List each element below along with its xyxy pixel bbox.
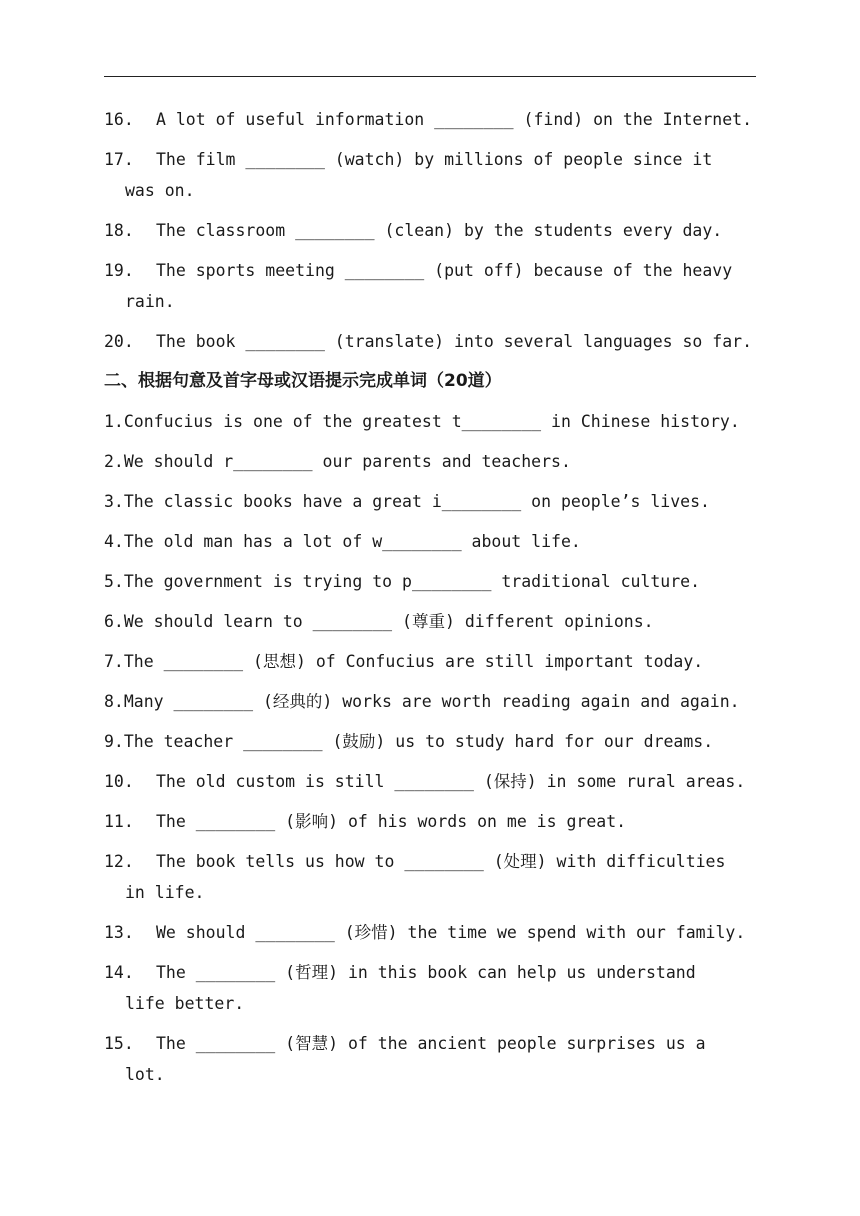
question-line [104, 255, 764, 286]
question-number: 13. [104, 923, 134, 942]
question-text: Many ________ (经典的) works are worth reading again and again. [123, 692, 740, 711]
question-text: The old man has a lot of w________ about life. [123, 532, 581, 551]
question-item [104, 446, 764, 477]
question-number: 14. [104, 963, 134, 982]
question-number: 8. [104, 692, 124, 711]
question-text: The teacher ________ (鼓励) us to study hard for our dreams. [123, 732, 714, 751]
question-number: 16. [104, 110, 134, 129]
question-item [104, 917, 764, 948]
question-number: 5. [104, 572, 124, 591]
question-line [104, 1028, 764, 1059]
question-item [104, 766, 764, 797]
question-text: Confucius is one of the greatest t________ in Chinese history. [123, 412, 740, 431]
question-number: 20. [104, 332, 134, 351]
question-item [104, 686, 764, 717]
question-text: The ________ (思想) of Confucius are still important today. [123, 652, 704, 671]
question-item [104, 606, 764, 637]
question-number: 2. [104, 452, 124, 471]
question-continuation: in life. [125, 883, 205, 902]
header-rule [104, 76, 756, 77]
question-number: 10. [104, 772, 134, 791]
question-text: A lot of useful information ________ (find) on the Internet. [156, 110, 753, 129]
question-number: 4. [104, 532, 124, 551]
question-text: The sports meeting ________ (put off) because of the heavy [156, 261, 733, 280]
question-text: The ________ (哲理) in this book can help us understand [156, 963, 696, 982]
question-item [104, 144, 764, 206]
question-continuation: lot. [125, 1065, 165, 1084]
question-number: 6. [104, 612, 124, 631]
question-number: 3. [104, 492, 124, 511]
question-item [104, 957, 764, 1019]
question-item [104, 215, 764, 246]
question-item [104, 526, 764, 557]
question-text: The old custom is still ________ (保持) in some rural areas. [156, 772, 746, 791]
question-text: We should ________ (珍惜) the time we spend with our family. [156, 923, 746, 942]
question-continuation: was on. [125, 181, 195, 200]
question-text: The book tells us how to ________ (处理) with difficulties [156, 852, 726, 871]
question-text: The ________ (智慧) of the ancient people surprises us a [156, 1034, 706, 1053]
question-line [104, 957, 764, 988]
question-item [104, 846, 764, 908]
question-number: 11. [104, 812, 134, 831]
exercise-content [104, 104, 764, 1090]
question-text: The classroom ________ (clean) by the students every day. [156, 221, 723, 240]
question-number: 9. [104, 732, 124, 751]
question-text: We should r________ our parents and teachers. [123, 452, 571, 471]
question-number: 7. [104, 652, 124, 671]
question-item [104, 486, 764, 517]
question-line [104, 326, 764, 357]
question-number: 18. [104, 221, 134, 240]
question-item [104, 566, 764, 597]
question-item [104, 646, 764, 677]
question-line [104, 846, 764, 877]
question-number: 12. [104, 852, 134, 871]
question-text: The government is trying to p________ traditional culture. [123, 572, 701, 591]
question-item [104, 726, 764, 757]
question-text: The classic books have a great i________ on people’s lives. [123, 492, 710, 511]
question-line [104, 144, 764, 175]
section-heading: 二、根据句意及首字母或汉语提示完成单词（20道） [104, 371, 502, 391]
question-item [104, 104, 764, 135]
question-item [104, 1028, 764, 1090]
question-continuation: life better. [125, 994, 245, 1013]
question-number: 15. [104, 1034, 134, 1053]
question-text: We should learn to ________ (尊重) different opinions. [123, 612, 654, 631]
question-continuation: rain. [125, 292, 175, 311]
question-item [104, 326, 764, 357]
question-item [104, 806, 764, 837]
question-item [104, 406, 764, 437]
question-text: The film ________ (watch) by millions of people since it [156, 150, 713, 169]
question-line [104, 215, 764, 246]
question-text: The book ________ (translate) into several languages so far. [156, 332, 753, 351]
question-item [104, 255, 764, 317]
question-text: The ________ (影响) of his words on me is great. [156, 812, 627, 831]
question-line [104, 104, 764, 135]
question-number: 17. [104, 150, 134, 169]
question-number: 1. [104, 412, 124, 431]
question-number: 19. [104, 261, 134, 280]
